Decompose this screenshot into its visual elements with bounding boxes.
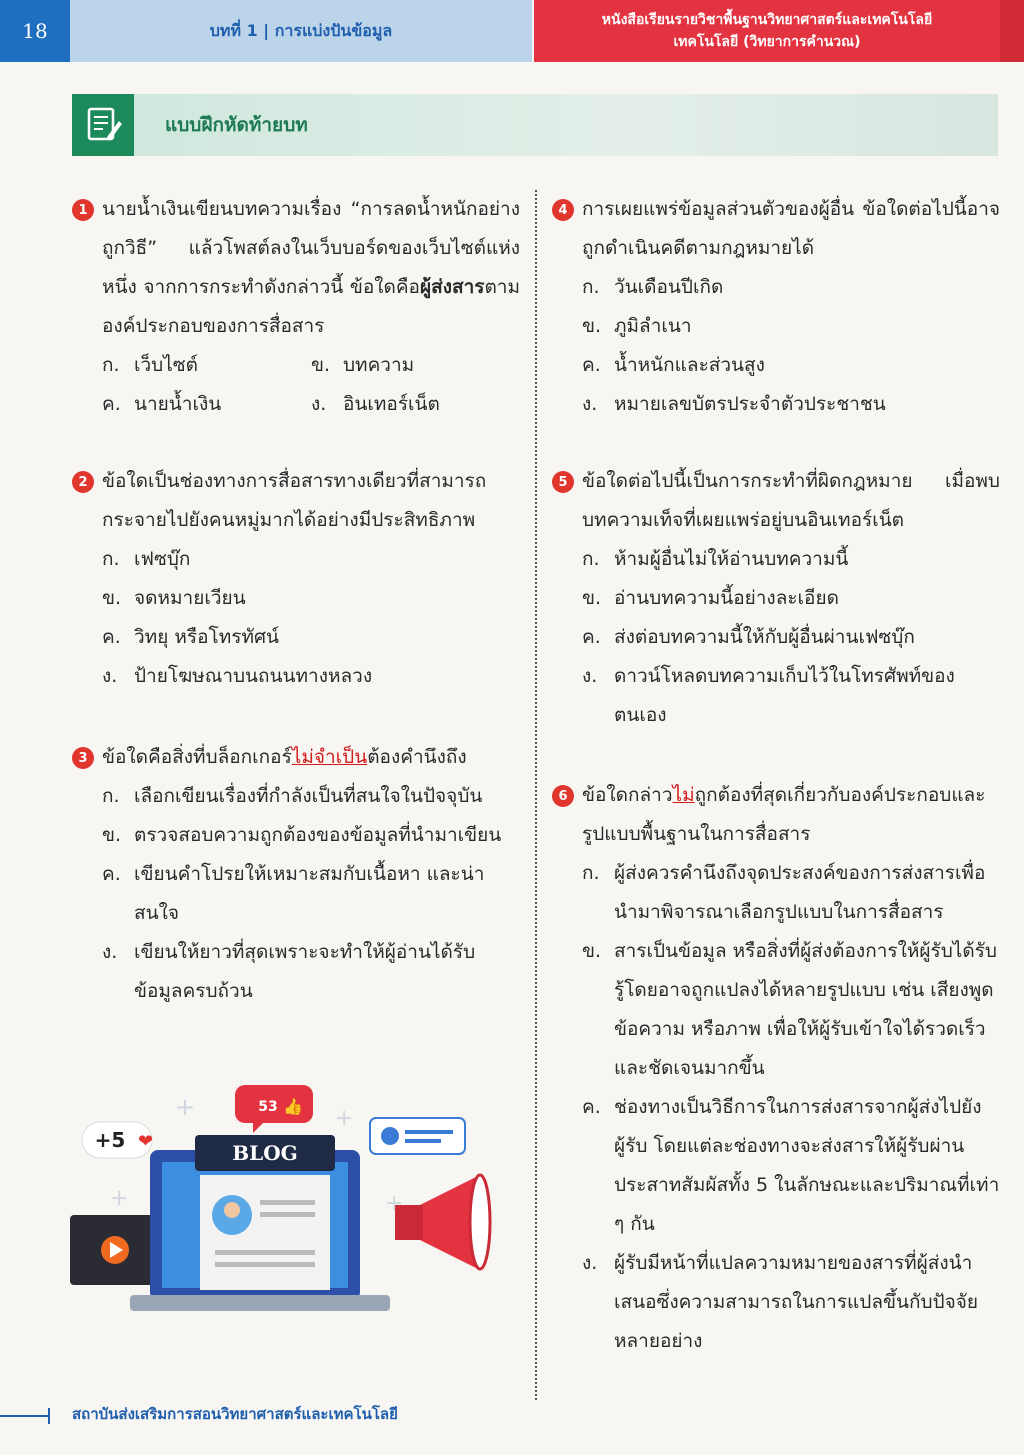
- question-6-emphasis: ไม่: [672, 784, 695, 806]
- heart-icon: ❤: [138, 1131, 154, 1152]
- option-text: เลือกเขียนเรื่องที่กำลังเป็นที่สนใจในปัจจุบัน: [134, 785, 483, 807]
- option: [552, 932, 1000, 1088]
- question-number: 1: [72, 199, 94, 221]
- option-text: สารเป็นข้อมูล หรือสิ่งที่ผู้ส่งต้องการให้ผู้รับได้รับรู้โดยอาจถูกแปลงได้หลายรูปแบบ เช่น เสียงพูด ข้อความ หรือภาพ เพื่อให้ผู้รับเข้าใจได้รวดเร็วและชัดเจนมากขึ้น: [614, 940, 997, 1079]
- option: [552, 1244, 1000, 1361]
- question-5-text: ข้อใดต่อไปนี้เป็นการกระทำที่ผิดกฎหมาย เมื่อพบบทความเท็จที่เผยแพร่อยู่บนอินเทอร์เน็ต: [582, 470, 1000, 531]
- option-label: ข.: [102, 587, 122, 609]
- option: [552, 579, 1000, 618]
- question-1-stem: [72, 190, 520, 346]
- option-label: ก.: [102, 548, 120, 570]
- option-label: ก.: [582, 276, 600, 298]
- option: [552, 1088, 1000, 1244]
- question-3: [72, 738, 520, 1011]
- likes-count: 53: [258, 1099, 278, 1115]
- laptop-base: [130, 1295, 390, 1311]
- option-label: ค.: [102, 393, 121, 415]
- option-text: เขียนคำโปรยให้เหมาะสมกับเนื้อหา และน่าสนใจ: [134, 863, 485, 924]
- option-label: ค.: [582, 626, 601, 648]
- option-text: หมายเลขบัตรประจำตัวประชาชน: [614, 393, 886, 415]
- option: [552, 854, 1000, 932]
- footer-tick: [48, 1408, 50, 1424]
- option: [72, 618, 520, 657]
- option-text: เขียนให้ยาวที่สุดเพราะจะทำให้ผู้อ่านได้รับข้อมูลครบถ้วน: [134, 941, 476, 1002]
- book-title-line-1: หนังสือเรียนรายวิชาพื้นฐานวิทยาศาสตร์และเทคโนโลยี: [601, 12, 933, 28]
- option: [552, 268, 1000, 307]
- question-1-emphasis: ผู้ส่งสาร: [419, 276, 485, 298]
- question-3-emphasis: ไม่จำเป็น: [291, 746, 368, 768]
- book-title: [534, 0, 1000, 62]
- option-text: วิทยุ หรือโทรทัศน์: [134, 626, 280, 648]
- question-number: 3: [72, 747, 94, 769]
- option-text: บทความ: [343, 354, 415, 376]
- page-number: 18: [0, 0, 70, 62]
- option: [552, 657, 1000, 735]
- question-3-stem: [72, 738, 520, 777]
- option-label: ง.: [582, 665, 598, 687]
- option-text: นายน้ำเงิน: [134, 393, 222, 415]
- option-text: น้ำหนักและส่วนสูง: [614, 354, 765, 376]
- question-6-text-end: ถูกต้องที่สุดเกี่ยวกับองค์ประกอบและรูปแบบพื้นฐานในการสื่อสาร: [582, 784, 986, 845]
- option-label: ก.: [582, 548, 600, 570]
- option-text: ส่งต่อบทความนี้ให้กับผู้อื่นผ่านเฟซบุ๊ก: [614, 626, 915, 648]
- option-text: เฟซบุ๊ก: [134, 548, 191, 570]
- option-text: ผู้ส่งควรคำนึงถึงจุดประสงค์ของการส่งสารเพื่อนำมาพิจารณาเลือกรูปแบบในการสื่อสาร: [614, 862, 986, 923]
- option-row: [72, 346, 520, 385]
- option-text: ห้ามผู้อื่นไม่ให้อ่านบทความนี้: [614, 548, 849, 570]
- question-2: [72, 462, 520, 696]
- option-text: ดาวน์โหลดบทความเก็บไว้ในโทรศัพท์ของตนเอง: [614, 665, 955, 726]
- question-2-stem: [72, 462, 520, 540]
- option-label: ง.: [102, 665, 118, 687]
- option-text: วันเดือนปีเกิด: [614, 276, 724, 298]
- plus-badge-text: +5: [94, 1128, 126, 1152]
- svg-text:+: +: [335, 1106, 354, 1131]
- thumbs-up-icon: 👍: [283, 1097, 303, 1116]
- option-label: ข.: [582, 940, 602, 962]
- option: [72, 777, 520, 816]
- question-number: 6: [552, 785, 574, 807]
- question-2-text: ข้อใดเป็นช่องทางการสื่อสารทางเดียวที่สามารถกระจายไปยังคนหมู่มากได้อย่างมีประสิทธิภาพ: [102, 470, 487, 531]
- blog-label: BLOG: [232, 1141, 298, 1165]
- question-6-text: ข้อใดกล่าว: [582, 784, 673, 806]
- question-number: 5: [552, 471, 574, 493]
- blog-page: [200, 1175, 330, 1290]
- option-label: ข.: [102, 824, 122, 846]
- worksheet-icon: [72, 94, 134, 156]
- question-4-stem: [552, 190, 1000, 268]
- option-label: ค.: [582, 1096, 601, 1118]
- question-1-text: นายน้ำเงินเขียนบทความเรื่อง “การลดน้ำหนักอย่างถูกวิธี” แล้วโพสต์ลงในเว็บบอร์ดของเว็บไซต์แห่งหนึ่ง จากการกระทำดังกล่าวนี้ ข้อใดคือ: [102, 198, 520, 298]
- question-5-stem: [552, 462, 1000, 540]
- option: [72, 540, 520, 579]
- question-1: [72, 190, 520, 424]
- option-text: อินเทอร์เน็ต: [343, 393, 440, 415]
- option-label: ง.: [311, 393, 327, 415]
- option-text: ภูมิลำเนา: [614, 315, 692, 337]
- option: [72, 579, 520, 618]
- question-3-text: ข้อใดคือสิ่งที่บล็อกเกอร์: [102, 746, 292, 768]
- footer-text: สถาบันส่งเสริมการสอนวิทยาศาสตร์และเทคโนโลยี: [72, 1405, 398, 1423]
- option: [72, 933, 520, 1011]
- option-label: ก.: [102, 354, 120, 376]
- svg-text:+: +: [175, 1093, 196, 1121]
- question-5: [552, 462, 1000, 735]
- question-number: 4: [552, 199, 574, 221]
- option-text: ป้ายโฆษณาบนถนนทางหลวง: [134, 665, 373, 687]
- question-number: 2: [72, 471, 94, 493]
- option-text: ผู้รับมีหน้าที่แปลความหมายของสารที่ผู้ส่งนำเสนอซึ่งความสามารถในการแปลขึ้นกับปัจจัยหลายอย่าง: [614, 1252, 978, 1352]
- header-edge: [1000, 0, 1024, 62]
- option-label: ข.: [311, 354, 331, 376]
- question-6: [552, 776, 1000, 1361]
- option-label: ค.: [102, 863, 121, 885]
- svg-text:+: +: [385, 1191, 404, 1216]
- question-3-text-end: ต้องคำนึงถึง: [367, 746, 467, 768]
- option: [72, 855, 520, 933]
- option-label: ง.: [102, 941, 118, 963]
- option: [552, 346, 1000, 385]
- option-label: ง.: [582, 1252, 598, 1274]
- option: [552, 540, 1000, 579]
- option: [552, 618, 1000, 657]
- option-text: อ่านบทความนี้อย่างละเอียด: [614, 587, 839, 609]
- question-4-text: การเผยแพร่ข้อมูลส่วนตัวของผู้อื่น ข้อใดต่อไปนี้อาจถูกดำเนินคดีตามกฎหมายได้: [582, 198, 1000, 259]
- option-label: ค.: [102, 626, 121, 648]
- question-6-stem: [552, 776, 1000, 854]
- question-1-text-end: ตามองค์ประกอบของการสื่อสาร: [102, 276, 520, 337]
- option-text: ตรวจสอบความถูกต้องของข้อมูลที่นำมาเขียน: [134, 824, 502, 846]
- column-divider: [535, 190, 537, 1400]
- option-label: ค.: [582, 354, 601, 376]
- option-text: จดหมายเวียน: [134, 587, 246, 609]
- option-label: ข.: [582, 587, 602, 609]
- section-title: แบบฝึกหัดท้ายบท: [165, 114, 308, 136]
- option: [72, 657, 520, 696]
- option-label: ก.: [102, 785, 120, 807]
- footer-rule: [0, 1415, 48, 1417]
- book-title-line-2: เทคโนโลยี (วิทยาการคำนวณ): [673, 34, 861, 50]
- option-label: ก.: [582, 862, 600, 884]
- option-label: ข.: [582, 315, 602, 337]
- chapter-title: บทที่ 1 | การแบ่งปันข้อมูล: [70, 0, 532, 62]
- option-text: เว็บไซต์: [134, 354, 199, 376]
- blog-illustration: [70, 1080, 520, 1320]
- option-row: [72, 385, 520, 424]
- option-text: ช่องทางเป็นวิธีการในการส่งสารจากผู้ส่งไปยังผู้รับ โดยแต่ละช่องทางจะส่งสารให้ผู้รับผ่านประสาทสัมผัสทั้ง 5 ในลักษณะและปริมาณที่เท่า ๆ กัน: [614, 1096, 1000, 1235]
- option: [552, 307, 1000, 346]
- svg-text:+: +: [110, 1186, 129, 1211]
- option-label: ง.: [582, 393, 598, 415]
- option: [72, 816, 520, 855]
- option: [552, 385, 1000, 424]
- question-4: [552, 190, 1000, 424]
